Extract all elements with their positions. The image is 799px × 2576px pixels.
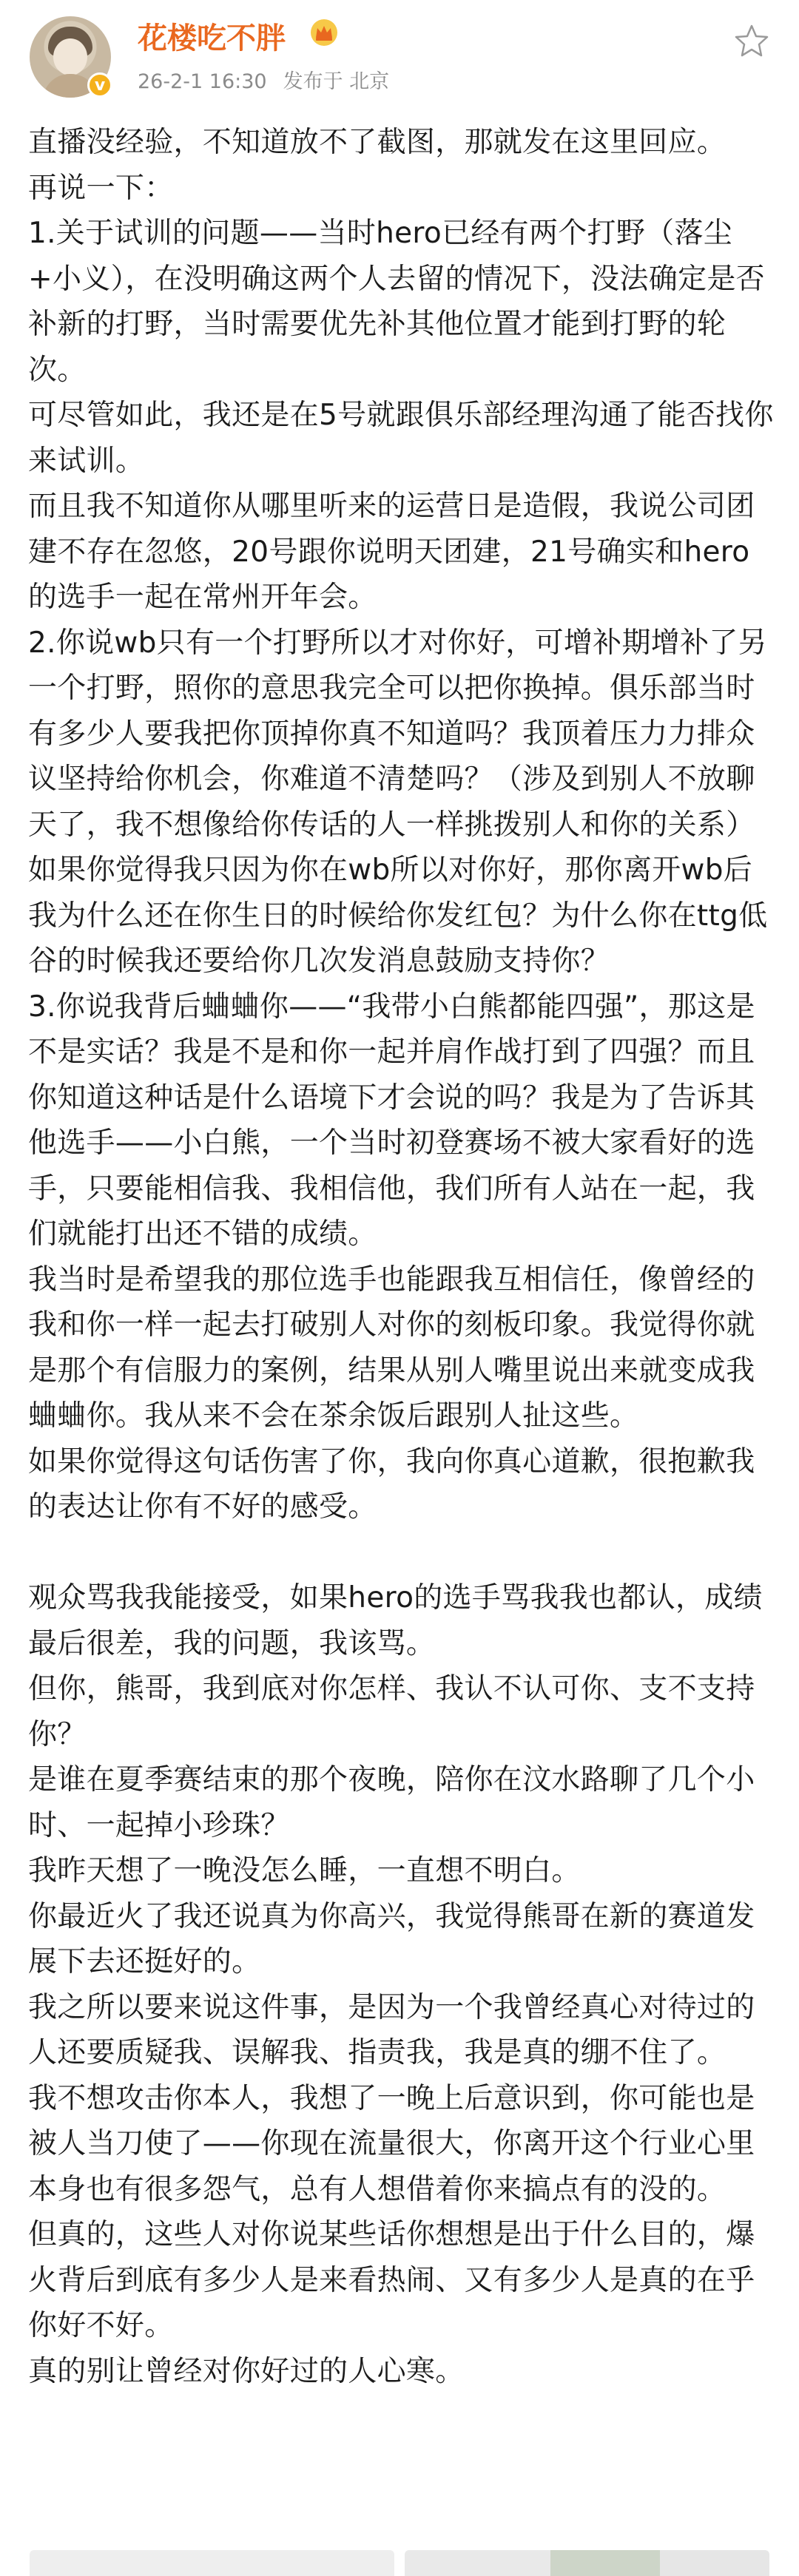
paragraph: 我当时是希望我的那位选手也能跟我互相信任，像曾经的我和你一样一起去打破别人对你的刻板印象。我觉得你就是那个有信服力的案例，结果从别人嘴里说出来就变成我蛐蛐你。我从来不会在茶余饭后跟别人扯这些。 [28,1262,755,1433]
avatar-face [53,38,87,75]
image-thumbnails [30,2550,769,2576]
paragraph: 而且我不知道你从哪里听来的运营日是造假，我说公司团建不存在忽悠，20号跟你说明天团建，21号确实和hero的选手一起在常州开年会。 [28,490,755,614]
post-date: 26-2-1 16:30 [138,70,267,93]
paragraph: 如果你觉得我只因为你在wb所以对你好，那你离开wb后我为什么还在你生日的时候给你发红包？为什么你在ttg低谷的时候我还要给你几次发消息鼓励支持你？ [28,853,768,978]
paragraph: 但真的，这些人对你说某些话你想想是出于什么目的，爆火背后到底有多少人是来看热闹、又有多少人是真的在乎你好不好。 [28,2218,755,2342]
paragraph: 2.你说wb只有一个打野所以才对你好，可增补期增补了另一个打野，照你的意思我完全可以把你换掉。俱乐部当时有多少人要我把你顶掉你真不知道吗？我顶着压力力排众议坚持给你机会，你难道不清楚吗？（涉及到别人不放聊天了，我不想像给你传话的人一样挑拨别人和你的关系） [28,626,767,842]
verified-badge-icon: v [87,72,112,98]
author-name[interactable]: 花楼吃不胖 [138,21,286,55]
paragraph: 3.你说我背后蛐蛐你——“我带小白熊都能四强”，那这是不是实话？我是不是和你一起并肩作战打到了四强？而且你知道这种话是什么语境下才会说的吗？我是为了告诉其他选手——小白熊，一个当时初登赛场不被大家看好的选手，只要能相信我、我相信他，我们所有人站在一起，我们就能打出还不错的成绩。 [28,990,755,1251]
paragraph: 但你，熊哥，我到底对你怎样、我认不认可你、支不支持你？ [28,1672,755,1751]
paragraph: 可尽管如此，我还是在5号就跟俱乐部经理沟通了能否找你来试训。 [28,399,774,478]
star-icon[interactable] [732,22,771,61]
crown-icon [309,18,339,47]
paragraph: 真的别让曾经对你好过的人心寒。 [28,2354,465,2388]
paragraph: 直播没经验，不知道放不了截图，那就发在这里回应。 [28,126,726,159]
paragraph: 我昨天想了一晚没怎么睡，一直想不明白。 [28,1854,581,1887]
image-thumbnail[interactable] [405,2550,769,2576]
paragraph: 我之所以要来说这件事，是因为一个我曾经真心对待过的人还要质疑我、误解我、指责我，我是真的绷不住了。 [28,1990,755,2069]
paragraph: 是谁在夏季赛结束的那个夜晚，陪你在汶水路聊了几个小时、一起掉小珍珠？ [28,1763,755,1842]
paragraph: 我不想攻击你本人，我想了一晚上后意识到，你可能也是被人当刀使了——你现在流量很大，你离开这个行业心里本身也有很多怨气，总有人想借着你来搞点有的没的。 [28,2081,755,2206]
post-source: 发布于 北京 [283,70,390,93]
post-body [28,120,775,2394]
paragraph: 1.关于试训的问题——当时hero已经有两个打野（落尘+小义），在没明确这两个人去留的情况下，没法确定是否补新的打野，当时需要优先补其他位置才能到打野的轮次。 [28,217,765,387]
post-header [0,0,799,111]
paragraph: 你最近火了我还说真为你高兴，我觉得熊哥在新的赛道发展下去还挺好的。 [28,1899,755,1978]
paragraph-spacer [28,1530,775,1576]
image-thumbnail[interactable] [30,2550,394,2576]
paragraph: 如果你觉得这句话伤害了你，我向你真心道歉，很抱歉我的表达让你有不好的感受。 [28,1444,755,1524]
paragraph: 观众骂我我能接受，如果hero的选手骂我我也都认，成绩最后很差，我的问题，我该骂。 [28,1581,763,1660]
paragraph: 再说一下： [28,171,174,205]
post-meta [138,65,405,94]
